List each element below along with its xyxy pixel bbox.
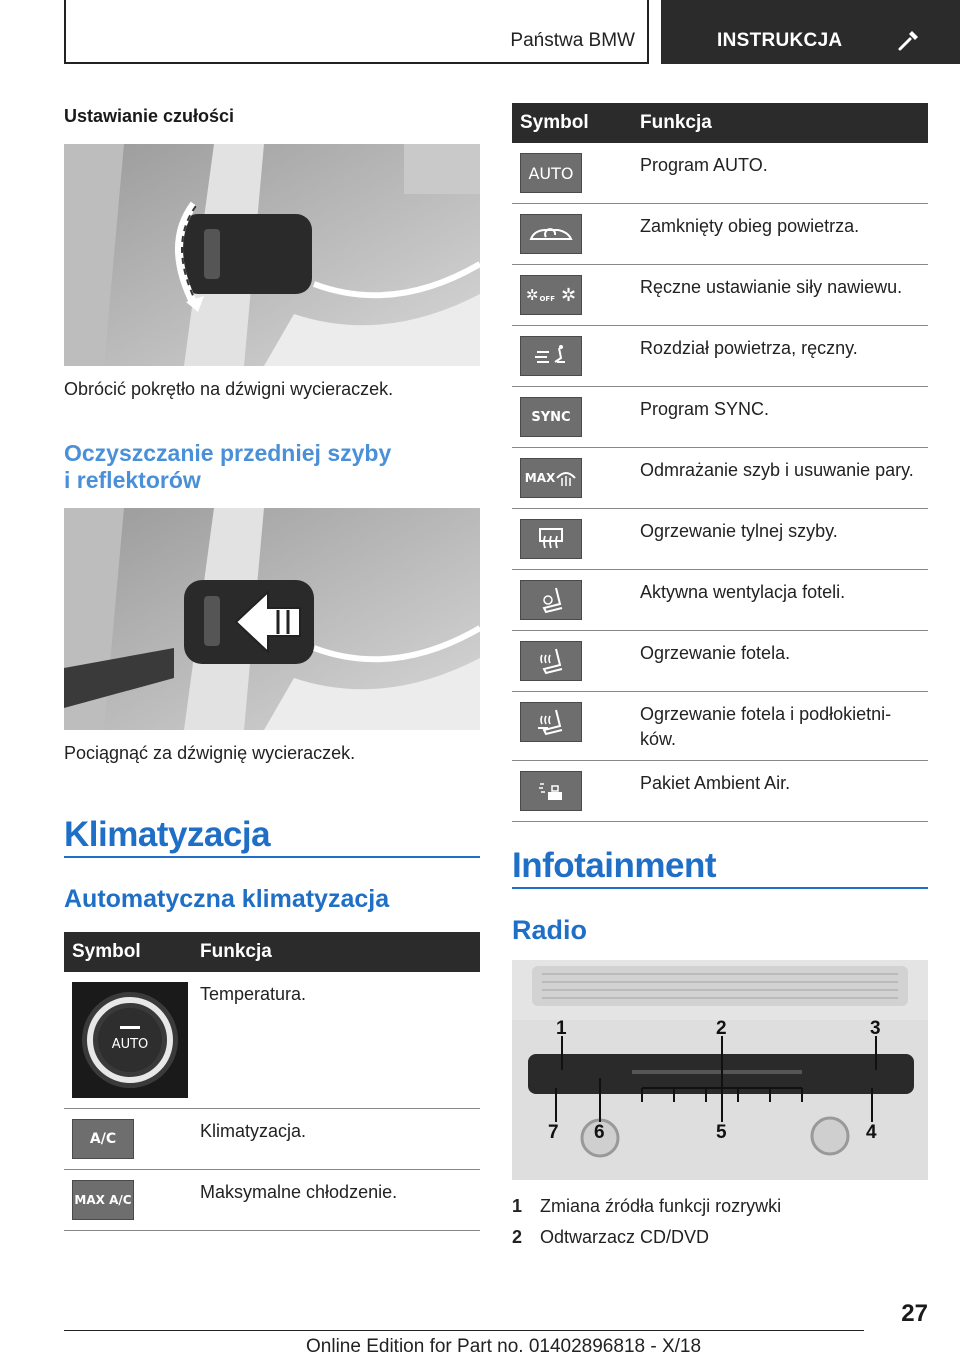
col-symbol-header: Symbol — [64, 932, 196, 972]
table-row — [512, 143, 928, 204]
table-row — [512, 204, 928, 265]
function-text: Zamknięty obieg powietrza. — [636, 204, 928, 265]
page-number: 27 — [901, 1300, 928, 1327]
sensitivity-title: Ustawianie czułości — [64, 106, 235, 126]
function-text: Ręczne ustawianie siły nawiewu. — [636, 265, 928, 326]
table-row — [512, 509, 928, 570]
infotainment-title-rule — [512, 887, 928, 889]
washer-caption: Pociągnąć za dźwignię wycieraczek. — [64, 743, 356, 763]
function-text: Maksymalne chłodzenie. — [196, 1170, 480, 1231]
wiper-sensitivity-photo — [64, 144, 480, 366]
ac-icon: A/C — [72, 1119, 134, 1159]
table-row — [512, 265, 928, 326]
table-row — [512, 761, 928, 822]
table-row — [512, 570, 928, 631]
sensitivity-caption: Obrócić pokrętło na dźwigni wycieraczek. — [64, 379, 394, 399]
climate-title-rule — [64, 856, 480, 858]
callout-3: 3 — [870, 1018, 881, 1039]
col-function-header: Funkcja — [636, 103, 928, 143]
header-section-label: INSTRUKCJA — [717, 30, 843, 51]
legend-text: Odtwarzacz CD/DVD — [540, 1227, 710, 1247]
wiper-pull-photo — [64, 508, 480, 730]
function-text: Ogrzewanie tylnej szyby. — [636, 509, 928, 570]
callout-5: 5 — [716, 1122, 727, 1143]
table-row — [512, 326, 928, 387]
sync-icon: SYNC — [520, 397, 582, 437]
max-defrost-label: MAX — [524, 470, 556, 485]
seat-ventilation-icon — [520, 580, 582, 620]
air-distribution-icon — [520, 336, 582, 376]
seat-armrest-heating-icon — [520, 702, 582, 742]
max-ac-icon: MAX A/C — [72, 1180, 134, 1220]
table-row — [64, 1109, 480, 1170]
function-text: Program SYNC. — [636, 387, 928, 448]
wrench-icon — [897, 28, 921, 52]
callout-4: 4 — [866, 1122, 877, 1143]
header-chapter-label: Państwa BMW — [510, 30, 635, 51]
header-section-box — [661, 0, 960, 64]
callout-1: 1 — [556, 1018, 567, 1039]
washer-title-line1: Oczyszczanie przedniej szyby — [64, 440, 392, 466]
function-text: Ogrzewanie fotela i podłokietni-ków. — [636, 692, 928, 761]
function-text: Temperatura. — [196, 972, 480, 1109]
auto-climate-title: Automatyczna klimatyzacja — [64, 885, 390, 913]
climate-title: Klimatyzacja — [64, 815, 271, 854]
col-function-header: Funkcja — [196, 932, 480, 972]
infotainment-title: Infotainment — [512, 846, 716, 885]
footer-rule — [64, 1330, 864, 1331]
table-header-row — [64, 932, 480, 972]
function-text: Pakiet Ambient Air. — [636, 761, 928, 822]
radio-panel-photo — [512, 960, 928, 1180]
auto-temperature-knob-icon — [72, 982, 188, 1098]
fan-speed-icon: ✲ OFF ✲ — [520, 275, 582, 315]
function-text: Program AUTO. — [636, 143, 928, 204]
fan-off-label: OFF — [539, 294, 555, 303]
seat-heating-icon — [520, 641, 582, 681]
col-symbol-header: Symbol — [512, 103, 636, 143]
footer-edition: Online Edition for Part no. 01402896818 - X/18 — [306, 1336, 702, 1357]
callout-6: 6 — [594, 1122, 605, 1143]
table-header-row — [512, 103, 928, 143]
callout-7: 7 — [548, 1122, 559, 1143]
legend-number: 2 — [512, 1227, 523, 1247]
function-text: Klimatyzacja. — [196, 1109, 480, 1170]
climate-symbol-table-cont — [512, 103, 928, 822]
legend-text: Zmiana źródła funkcji rozrywki — [540, 1196, 782, 1216]
legend-item — [512, 1196, 781, 1217]
rear-window-defrost-icon — [520, 519, 582, 559]
radio-title: Radio — [512, 915, 588, 945]
table-row — [512, 692, 928, 761]
legend-number: 1 — [512, 1196, 523, 1216]
recirculation-icon — [520, 214, 582, 254]
table-row — [512, 387, 928, 448]
auto-program-icon: AUTO — [520, 153, 582, 193]
table-row — [64, 972, 480, 1109]
table-row — [512, 631, 928, 692]
function-text: Aktywna wentylacja foteli. — [636, 570, 928, 631]
auto-knob-label: AUTO — [111, 1037, 149, 1052]
function-text: Rozdział powietrza, ręczny. — [636, 326, 928, 387]
table-row — [64, 1170, 480, 1231]
table-row — [512, 448, 928, 509]
legend-item — [512, 1227, 709, 1248]
max-defrost-icon — [520, 458, 582, 498]
climate-symbol-table — [64, 932, 480, 1231]
header-chapter-box — [64, 0, 649, 64]
callout-2: 2 — [716, 1018, 727, 1039]
function-text: Odmrażanie szyb i usuwanie pary. — [636, 448, 928, 509]
function-text: Ogrzewanie fotela. — [636, 631, 928, 692]
washer-title-line2: i reflektorów — [64, 467, 201, 493]
ambient-air-icon — [520, 771, 582, 811]
